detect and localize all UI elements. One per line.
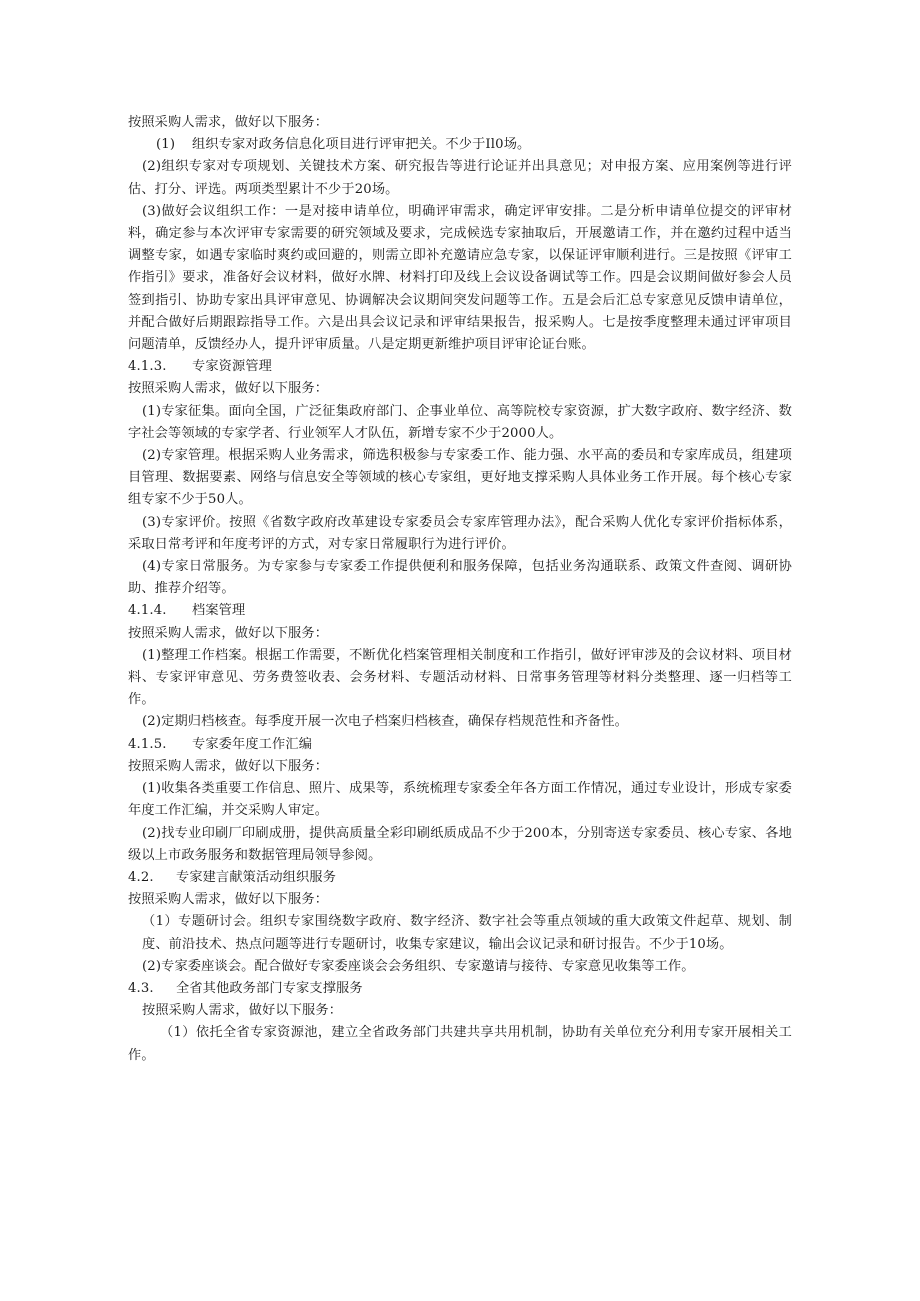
list-item: (3)做好会议组织工作：一是对接申请单位，明确评审需求，确定评审安排。二是分析申请单位提交的评审材料，确定参与本次评审专家需要的研究领域及要求，完成候选专家抽取后，开展邀请工作，并在邀约过程中适当调整专家，如遇专家临时爽约或回避的，则需立即补充邀请应急专家，以保证评审顺利进行。三是按照《评审工作指引》要求，准备好会议材料，做好水牌、材料打印及线上会议设备调试等工作。四是会议期间做好参会人员签到指引、协助专家出具评审意见、协调解决会议期间突发问题等工作。五是会后汇总专家意见反馈申请单位，并配合做好后期跟踪指导工作。六是出具会议记录和评审结果报告，报采购人。七是按季度整理未通过评审项目问题清单，反馈经办人，提升评审质量。八是定期更新维护项目评审论证台账。 — [128, 203, 792, 353]
section-heading-4-1-4 — [128, 600, 792, 622]
section-number: 4.1.4. — [128, 603, 167, 619]
list-item: (1)整理工作档案。根据工作需要，不断优化档案管理相关制度和工作指引，做好评审涉及的会议材料、项目材料、专家评审意见、劳务费签收表、会务材料、专题活动材料、日常事务管理等材料分类整理、逐一归档等工作。 — [128, 647, 792, 708]
section-number: 4.1.3. — [128, 359, 167, 375]
section-number: 4.3. — [128, 980, 154, 996]
item-text: 组织专家对政务信息化项目进行评审把关。不少于Il0场。 — [192, 137, 531, 153]
intro-paragraph: 按照采购人需求，做好以下服务： — [128, 758, 329, 774]
section-heading-4-3 — [128, 978, 792, 1000]
list-item — [128, 134, 792, 156]
section-title: 档案管理 — [192, 603, 246, 619]
section-heading-4-1-3 — [128, 356, 792, 378]
intro-paragraph: 按照采购人需求，做好以下服务： — [128, 115, 329, 130]
intro-paragraph: 按照采购人需求，做好以下服务： — [128, 625, 329, 641]
intro-paragraph: 按照采购人需求，做好以下服务： — [128, 381, 329, 397]
list-item: (4)专家日常服务。为专家参与专家委工作提供便利和服务保障，包括业务沟通联系、政策文件查阅、调研协助、推荐介绍等。 — [128, 559, 792, 597]
intro-paragraph: 按照采购人需求，做好以下服务： — [142, 1003, 343, 1019]
list-item: (2)专家管理。根据采购人业务需求，筛选积极参与专家委工作、能力强、水平高的委员和专家库成员，组建项目管理、数据要素、网络与信息安全等领域的核心专家组，更好地支撑采购人具体业务工作开展。每个核心专家组专家不少于50人。 — [128, 448, 792, 508]
section-number: 4.1.5. — [128, 736, 167, 752]
list-item: (2)找专业印刷厂印刷成册，提供高质量全彩印刷纸质成品不少于200本，分别寄送专家委员、核心专家、各地级以上市政务服务和数据管理局领导参阅。 — [128, 825, 792, 863]
section-title: 专家资源管理 — [192, 359, 273, 375]
intro-paragraph: 按照采购人需求，做好以下服务： — [128, 892, 329, 908]
list-item: (2)专家委座谈会。配合做好专家委座谈会会务组织、专家邀请与接待、专家意见收集等工作。 — [142, 958, 695, 974]
section-title: 全省其他政务部门专家支撑服务 — [176, 980, 363, 996]
section-number: 4.2. — [128, 869, 154, 885]
list-item: (1)收集各类重要工作信息、照片、成果等，系统梳理专家委全年各方面工作情况，通过专业设计，形成专家委年度工作汇编，并交采购人审定。 — [128, 781, 792, 819]
section-heading-4-1-5 — [128, 734, 792, 756]
section-title: 专家委年度工作汇编 — [192, 736, 313, 752]
list-item: (3)专家评价。按照《省数字政府改革建设专家委员会专家库管理办法》，配合采购人优化专家评价指标体系，采取日常考评和年度考评的方式，对专家日常履职行为进行评价。 — [128, 514, 792, 552]
list-item: (2)定期归档核查。每季度开展一次电子档案归档核查，确保存档规范性和齐备性。 — [142, 714, 628, 730]
section-title: 专家建言献策活动组织服务 — [176, 869, 337, 885]
list-item: (2)组织专家对专项规划、关键技术方案、研究报告等进行论证并出具意见；对申报方案、应用案例等进行评估、打分、评选。两项类型累计不少于20场。 — [128, 159, 792, 197]
item-number: (1) — [156, 137, 176, 153]
list-item: (1)专家征集。面向全国，广泛征集政府部门、企事业单位、高等院校专家资源，扩大数字政府、数字经济、数字社会等领域的专家学者、行业领军人才队伍，新增专家不少于2000人。 — [128, 403, 792, 441]
section-heading-4-2 — [128, 867, 792, 889]
document-body — [128, 112, 792, 1067]
list-item: （1）专题研讨会。组织专家围绕数字政府、数字经济、数字社会等重点领域的重大政策文件起草、规划、制度、前沿技术、热点问题等进行专题研讨，收集专家建议，输出会议记录和研讨报告。不少于10场。 — [142, 914, 792, 952]
list-item: （1）依托全省专家资源池，建立全省政务部门共建共享共用机制，协助有关单位充分利用专家开展相关工作。 — [128, 1025, 792, 1063]
